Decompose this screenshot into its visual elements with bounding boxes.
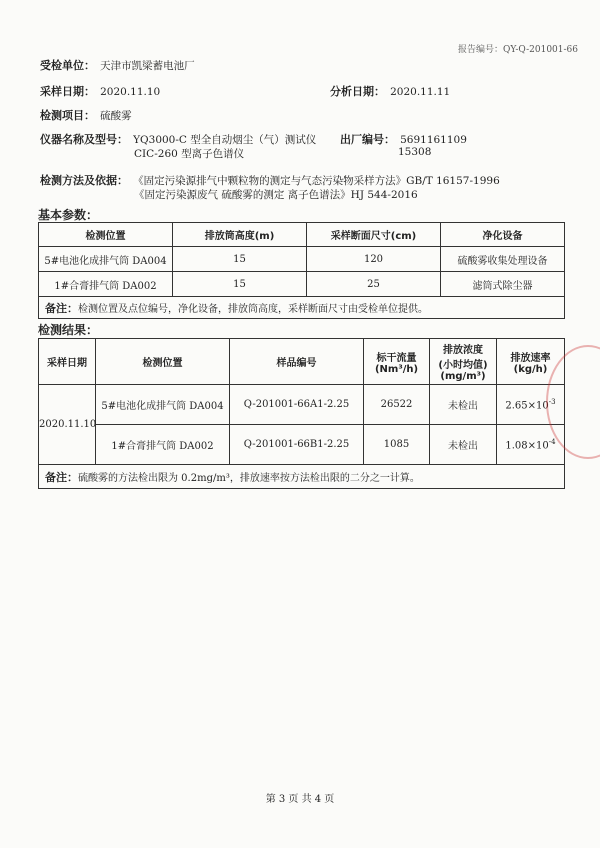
basic-header-row [39,223,565,247]
results-cell: 5#电池化成排气筒 DA004 [96,385,230,425]
results-cell: 1085 [364,425,430,465]
basic-header-equipment: 净化设备 [441,223,565,247]
basic-note-row [39,297,565,319]
results-note-row [39,465,565,489]
item-label: 检测项目： [40,109,95,122]
basic-note-label: 备注： [45,301,78,315]
basic-header-height: 排放筒高度(m) [173,223,307,247]
instrument-1: YQ3000-C 型全自动烟尘（气）测试仪 [133,134,317,146]
basic-header-position: 检测位置 [39,223,173,247]
report-number-label: 报告编号： [458,45,504,55]
results-header-position: 检测位置 [96,339,230,385]
basic-header-section: 采样断面尺寸(cm) [307,223,441,247]
sample-date-label: 采样日期： [40,85,95,98]
results-header-flow [364,339,430,385]
instrument-2: CIC-260 型离子色谱仪 [134,148,245,160]
client-value: 天津市凯梁蓄电池厂 [100,60,195,72]
results-title: 检测结果： [38,323,99,337]
results-date: 2020.11.10 [39,385,96,465]
serial-2: 15308 [398,146,432,158]
table-row [39,385,565,425]
rate-base: 2.65×10 [505,400,549,412]
results-cell: 1#合膏排气筒 DA002 [96,425,230,465]
flow-line-2: (Nm³/h) [374,363,419,375]
basic-note [39,297,565,319]
results-header-row [39,339,565,385]
method-1: 《固定污染源排气中颗粒物的测定与气态污染物采样方法》GB/T 16157-1996 [133,175,500,187]
basic-cell: 5#电池化成排气筒 DA004 [39,247,173,272]
item-value: 硫酸雾 [100,110,132,122]
client-row [40,54,195,73]
results-header-sample: 样品编号 [230,339,364,385]
serial-row [340,128,467,147]
results-cell: 26522 [364,385,430,425]
analysis-date-value: 2020.11.11 [390,86,451,98]
rate-exp: -3 [548,397,556,406]
conc-line-2: (小时均值) [438,360,488,371]
analysis-date-row [330,80,450,99]
sample-date-row [40,80,160,99]
results-cell: Q-201001-66A1-2.25 [230,385,364,425]
rate-exp: -4 [548,437,556,446]
report-number-value: QY-Q-201001-66 [503,45,578,55]
table-row [39,272,565,297]
basic-cell: 120 [307,247,441,272]
sample-date-value: 2020.11.10 [100,86,161,98]
results-table [38,338,565,489]
serial-1: 5691161109 [400,134,467,146]
results-cell: Q-201001-66B1-2.25 [230,425,364,465]
item-row [40,104,132,123]
basic-cell: 硫酸雾收集处理设备 [441,247,565,272]
rate-base: 1.08×10 [505,440,549,452]
instrument-row [40,128,316,147]
rate-line-2: (kg/h) [513,363,548,375]
table-row [39,247,565,272]
basic-cell: 滤筒式除尘器 [441,272,565,297]
report-number [458,42,578,55]
results-header-date: 采样日期 [39,339,96,385]
results-cell: 未检出 [430,385,497,425]
table-row [39,425,565,465]
basic-cell: 1#合膏排气筒 DA002 [39,272,173,297]
page-footer: 第 3 页 共 4 页 [265,794,335,805]
conc-line-3: (mg/m³) [440,371,486,382]
results-note-text: 硫酸雾的方法检出限为 0.2mg/m³，排放速率按方法检出限的二分之一计算。 [78,472,420,484]
basic-cell: 15 [173,247,307,272]
basic-cell: 25 [307,272,441,297]
results-cell: 未检出 [430,425,497,465]
conc-line-1: 排放浓度 [443,345,483,356]
instrument-label: 仪器名称及型号： [40,133,128,146]
method-2: 《固定污染源废气 硫酸雾的测定 离子色谱法》HJ 544-2016 [134,189,418,201]
basic-params-title: 基本参数： [38,208,99,222]
basic-note-text: 检测位置及点位编号，净化设备，排放筒高度，采样断面尺寸由受检单位提供。 [78,303,428,315]
analysis-date-label: 分析日期： [330,85,385,98]
method-label: 检测方法及依据： [40,174,128,187]
serial-label: 出厂编号： [340,133,395,146]
results-note [39,465,565,489]
method-row [40,169,500,188]
client-label: 受检单位： [40,59,95,72]
basic-params-table [38,222,565,319]
results-header-conc [430,339,497,385]
results-note-label: 备注： [45,470,78,484]
basic-cell: 15 [173,272,307,297]
rate-line-1: 排放速率 [510,352,551,364]
flow-line-1: 标干流量 [376,352,417,364]
